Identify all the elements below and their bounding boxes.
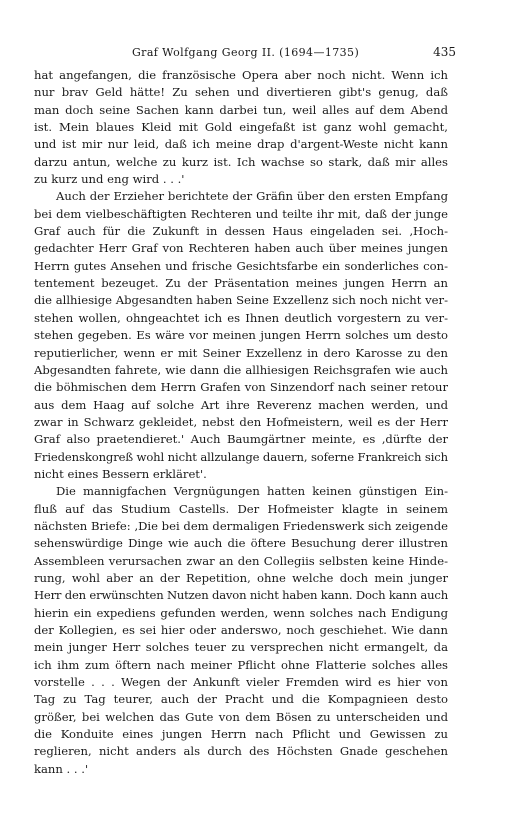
text-line	[34, 535, 448, 552]
text-line-content: gedachter Herr Graf von Rechteren haben auch über meines jungen	[34, 241, 448, 256]
text-line	[34, 154, 448, 171]
text-line-content: Auch der Erzieher berichtete der Gräfin über den ersten Empfang	[56, 189, 448, 204]
text-line-content: zu kurz und eng wird . . .'	[34, 172, 185, 187]
text-line	[34, 587, 448, 604]
text-line	[34, 570, 448, 587]
running-head: Graf Wolfgang Georg II. (1694—1735)	[132, 46, 360, 59]
text-line	[34, 171, 448, 188]
text-line	[34, 431, 448, 448]
text-line-content: stehen wollen, ohngeachtet ich es Ihnen deutlich vorgestern zu ver-	[34, 310, 448, 325]
text-line	[34, 397, 448, 414]
page-number: 435	[433, 45, 456, 59]
text-line	[34, 119, 448, 136]
text-line	[34, 362, 448, 379]
text-line	[34, 136, 448, 153]
text-line-content: der Kollegien, es sei hier oder anderswo, noch geschiehet. Wie dann	[34, 623, 448, 637]
text-line-content: fluß auf das Studium Castells. Der Hofmeister klagte in seinem	[34, 501, 448, 516]
text-line-content: stehen gegeben. Es wäre vor meinen jungen Herrn solches um desto	[34, 328, 448, 343]
text-line-content: kann . . .'	[34, 761, 89, 776]
text-line	[34, 292, 448, 309]
text-line-content: hierin ein expediens gefunden werden, wenn solches nach Endigung	[34, 605, 448, 620]
text-line	[34, 518, 448, 535]
text-line	[34, 84, 448, 101]
text-line	[34, 188, 448, 205]
text-line-content: ist. Mein blaues Kleid mit Gold eingefaßt ist ganz wohl gemacht,	[34, 120, 448, 135]
text-line-content: Herr den erwünschten Nutzen davon nicht haben kann. Doch kann auch	[34, 588, 448, 603]
text-line	[34, 466, 448, 483]
text-line-content: Graf also praetendieret.' Auch Baumgärtner meinte, es ‚dürfte der	[34, 432, 448, 447]
text-line	[34, 240, 448, 257]
text-line-content: nächsten Briefe: ‚Die bei dem dermaligen Friedenswerk sich zeigende	[34, 518, 448, 533]
text-line	[34, 501, 448, 518]
text-line-content: ich ihm zum öftern nach meiner Pflicht ohne Flatterie solches alles	[34, 657, 448, 672]
text-line	[34, 726, 448, 743]
text-line	[34, 553, 448, 570]
text-line	[34, 761, 448, 778]
text-line	[34, 223, 448, 240]
text-line-content: die Konduite eines jungen Herrn nach Pflicht und Gewissen zu	[34, 727, 448, 742]
text-line	[34, 622, 448, 639]
text-line-content: man doch seine Sachen kann darbei tun, weil alles auf dem Abend	[34, 102, 448, 117]
text-line-content: reglieren, nicht anders als durch des Höchsten Gnade geschehen	[34, 744, 448, 759]
text-line-content: Herrn gutes Ansehen und frische Gesichtsfarbe ein sonderliches con-	[34, 258, 448, 273]
text-line-content: Friedenskongreß wohl nicht allzulange dauern, soferne Frankreich sich	[34, 449, 448, 464]
text-line	[34, 67, 448, 84]
text-line	[34, 483, 448, 500]
text-line-content: darzu antun, welche zu kurz ist. Ich wachse so stark, daß mir alles	[34, 154, 448, 169]
text-line-content: Tag zu Tag teurer, auch der Pracht und die Kompagnieen desto	[34, 692, 448, 707]
text-line	[34, 379, 448, 396]
text-line	[34, 691, 448, 708]
text-line-content: nur brav Geld hätte! Zu sehen und divertieren gibt's genug, daß	[34, 85, 448, 100]
text-line	[34, 414, 448, 431]
text-line-content: aus dem Haag auf solche Art ihre Reverenz machen werden, und	[34, 397, 448, 412]
text-line	[34, 345, 448, 362]
text-line	[34, 102, 448, 119]
text-line-content: nicht eines Bessern erkläret'.	[34, 466, 207, 481]
text-line-content: rung, wohl aber an der Repetition, ohne welche doch mein junger	[34, 570, 448, 585]
text-line-content: Assembleen verursachen zwar an den Collegiis selbsten keine Hinde-	[34, 553, 448, 568]
text-line-content: größer, bei welchen das Gute von dem Bösen zu unterscheiden und	[34, 709, 448, 724]
text-line-content: hat angefangen, die französische Opera aber noch nicht. Wenn ich	[34, 68, 448, 82]
text-line-content: sehenswürdige Dinge wie auch die öftere Besuchung derer illustren	[34, 536, 448, 551]
text-line	[34, 327, 448, 344]
text-line	[34, 657, 448, 674]
text-line-content: Die mannigfachen Vergnügungen hatten keinen günstigen Ein-	[56, 484, 448, 499]
text-line-content: mein junger Herr solches teuer zu versprechen nicht ermangelt, da	[34, 640, 448, 655]
text-line	[34, 743, 448, 760]
text-line-content: die allhiesige Abgesandten haben Seine Exzellenz sich noch nicht ver-	[34, 293, 448, 308]
text-line-content: zwar in Schwarz gekleidet, nebst den Hofmeistern, weil es der Herr	[34, 414, 448, 429]
text-line-content: bei dem vielbeschäftigten Rechteren und teilte ihr mit, daß der junge	[34, 206, 448, 221]
text-line-content: Abgesandten fahrete, wie dann die allhiesigen Reichsgrafen wie auch	[34, 362, 448, 377]
text-line	[34, 449, 448, 466]
text-line	[34, 310, 448, 327]
text-line-content: reputierlicher, wenn er mit Seiner Exzellenz in dero Karosse zu den	[34, 345, 448, 360]
text-line	[34, 206, 448, 223]
body-text	[34, 67, 448, 778]
text-line	[34, 709, 448, 726]
text-line-content: und ist mir nur leid, daß ich meine drap d'argent-Weste nicht kann	[34, 137, 448, 152]
text-line	[34, 674, 448, 691]
text-line-content: vorstelle . . . Wegen der Ankunft vieler Fremden wird es hier von	[34, 675, 448, 690]
text-line-content: tentement bezeuget. Zu der Präsentation meines jungen Herrn an	[34, 276, 448, 291]
text-line	[34, 605, 448, 622]
text-line	[34, 258, 448, 275]
text-line-content: Graf auch für die Zukunft in dessen Haus eingeladen sei. ‚Hoch-	[34, 224, 448, 239]
text-line-content: die böhmischen dem Herrn Grafen von Sinzendorf nach seiner retour	[34, 380, 448, 395]
text-line	[34, 275, 448, 292]
text-line	[34, 639, 448, 656]
